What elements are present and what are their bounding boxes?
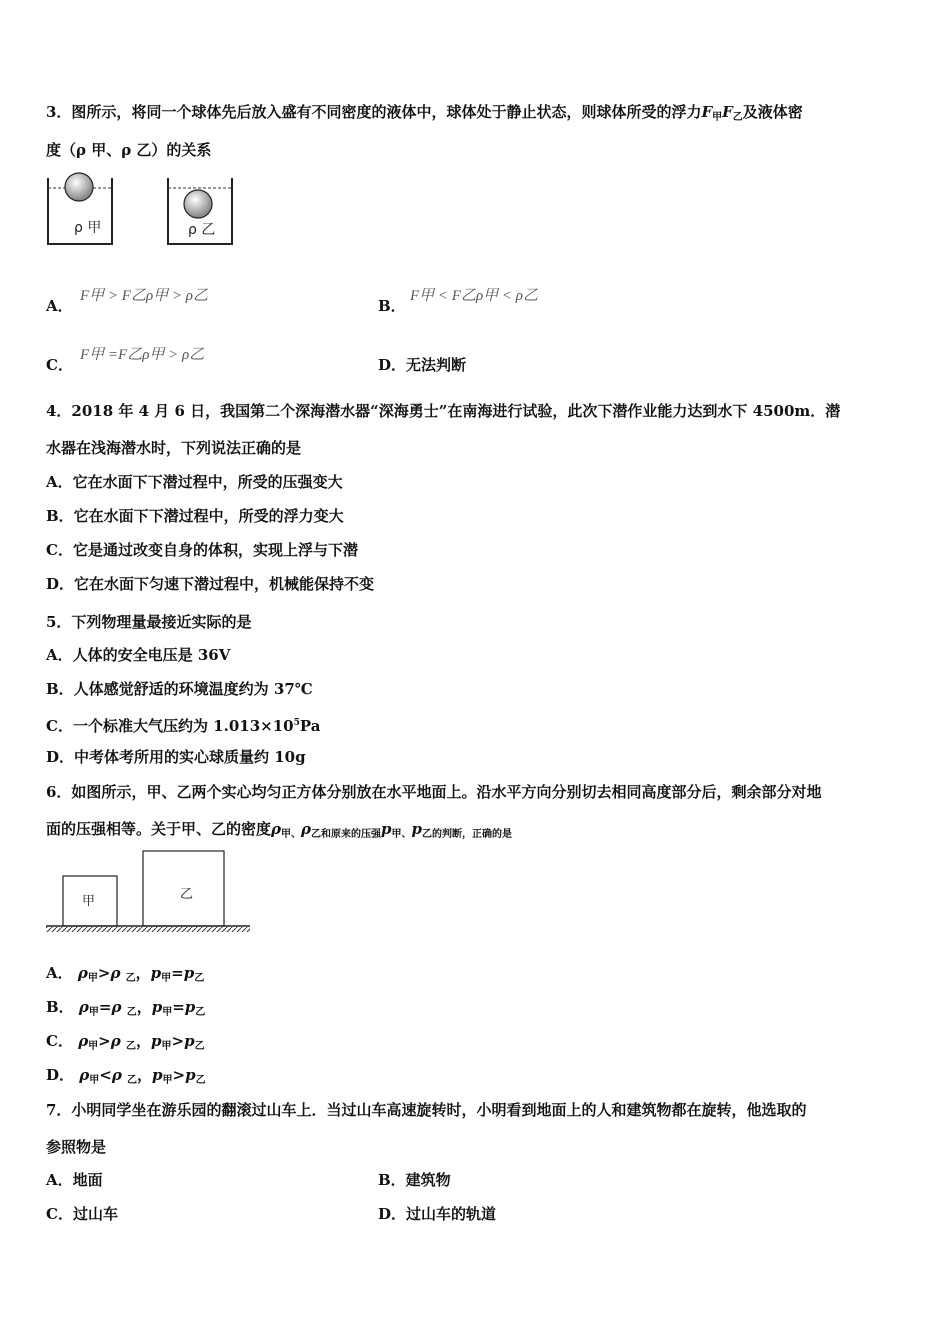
- q6-stem-line2: 面的压强相等。关于甲、乙的密度$\rho_{甲、}\rho_{乙和原来的压强}p_{甲、}p_{乙的判断,正确的是}$: [46, 820, 512, 840]
- beaker-left: [48, 173, 112, 244]
- q3-stem-line2: 度（ρ 甲、ρ 乙）的关系: [46, 141, 212, 159]
- ground-hatch: [46, 927, 250, 932]
- block-yi-label: 乙: [180, 887, 194, 902]
- q7-stem-line1: 7．小明同学坐在游乐园的翻滚过山车上．当过山车高速旋转时，小明看到地面上的人和建筑物都在旋转，他选取的: [46, 1101, 807, 1119]
- q5-option-c[interactable]: C．一个标准大气压约为 $1.013\times 10^5Pa$: [46, 717, 321, 735]
- q3-option-d[interactable]: D．无法判断: [378, 356, 467, 374]
- ball-left: [65, 173, 93, 201]
- q7-option-b[interactable]: B．建筑物: [378, 1171, 451, 1189]
- block-jia-label: 甲: [82, 894, 96, 909]
- q4-option-c[interactable]: C．它是通过改变自身的体积，实现上浮与下潜: [46, 541, 358, 559]
- q5-stem: 5．下列物理量最接近实际的是: [46, 613, 252, 631]
- q4-stem-line1: 4．2018 年 4 月 6 日，我国第二个深海潜水器“深海勇士”在南海进行试验，此次下潜作业能力达到水下 4500m．潜: [46, 402, 841, 420]
- q6-blocks-figure: [46, 848, 256, 938]
- beaker-left-label: ρ 甲: [74, 220, 102, 236]
- q4-option-a[interactable]: A．它在水面下下潜过程中，所受的压强变大: [46, 473, 343, 491]
- q7-option-a[interactable]: A．地面: [46, 1171, 103, 1189]
- q3-beakers-figure: [46, 170, 246, 250]
- q3-option-c[interactable]: C．: [46, 356, 73, 374]
- q6-stem-line1: 6．如图所示，甲、乙两个实心均匀正方体分别放在水平地面上。沿水平方向分别切去相同高度部分后，剩余部分对地: [46, 783, 822, 801]
- q3-option-b[interactable]: B．: [378, 297, 406, 315]
- q5-option-a[interactable]: A．人体的安全电压是 36V: [46, 646, 231, 664]
- q3-option-b-formula: F甲 < F乙ρ甲 < ρ乙: [410, 288, 538, 304]
- q4-option-b[interactable]: B．它在水面下下潜过程中，所受的浮力变大: [46, 507, 344, 525]
- q6-option-a[interactable]: A． $\rho_甲>\rho$ $_乙$，$p_甲=p_乙$: [46, 964, 205, 984]
- q5-option-d[interactable]: D．中考体考所用的实心球质量约 10g: [46, 748, 306, 766]
- q4-stem-line2: 水器在浅海潜水时，下列说法正确的是: [46, 439, 302, 457]
- q6-option-b[interactable]: B． $\rho_甲=\rho$ $_乙$，$p_甲=p_乙$: [46, 998, 206, 1018]
- beaker-right-label: ρ 乙: [188, 222, 216, 238]
- q6-option-c[interactable]: C． $\rho_甲>\rho$ $_乙$，$p_甲>p_乙$: [46, 1032, 205, 1052]
- q7-option-c[interactable]: C．过山车: [46, 1205, 118, 1223]
- q3-option-a[interactable]: A．: [46, 297, 73, 315]
- beaker-right: [168, 178, 232, 244]
- q3-option-c-formula: F甲 =F乙ρ甲 > ρ乙: [80, 347, 205, 363]
- ball-right: [184, 190, 212, 218]
- q7-option-d[interactable]: D．过山车的轨道: [378, 1205, 497, 1223]
- q7-stem-line2: 参照物是: [46, 1138, 107, 1156]
- q6-option-d[interactable]: D． $\rho_甲<\rho$ $_乙$，$p_甲>p_乙$: [46, 1066, 206, 1086]
- q4-option-d[interactable]: D．它在水面下匀速下潜过程中，机械能保持不变: [46, 575, 375, 593]
- q3-stem-line1: 3．图所示，将同一个球体先后放入盛有不同密度的液体中，球体处于静止状态，则球体所受的浮力$F_甲F_乙$及液体密: [46, 103, 803, 123]
- q3-option-a-formula: F甲 > F乙ρ甲 > ρ乙: [80, 288, 208, 304]
- q5-option-b[interactable]: B．人体感觉舒适的环境温度约为 37℃: [46, 680, 313, 698]
